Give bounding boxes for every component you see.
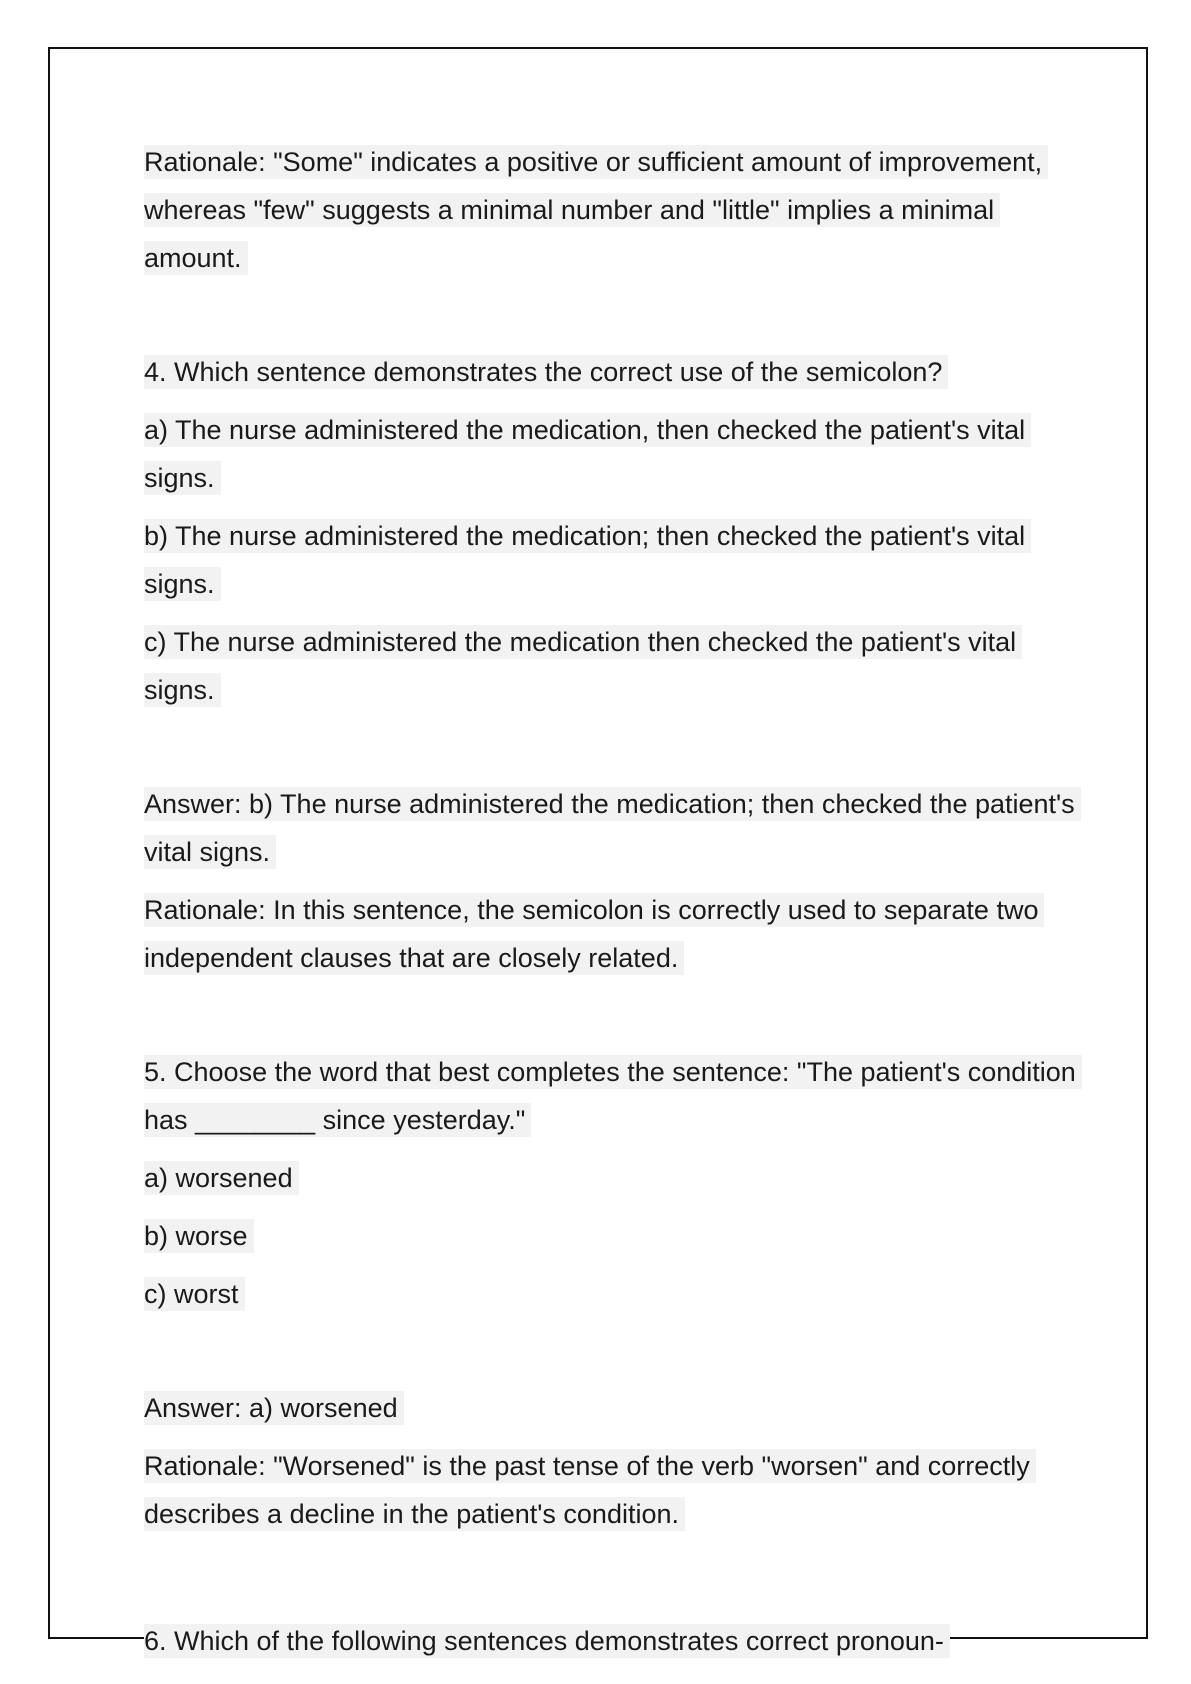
spacer: [144, 724, 1084, 780]
spacer: [144, 1328, 1084, 1384]
q5-option-a: a) worsened: [144, 1154, 1084, 1202]
q4-rationale: Rationale: In this sentence, the semicolon is correctly used to separate two independent clauses that are closely related.: [144, 886, 1084, 982]
q4-option-b: b) The nurse administered the medication; then checked the patient's vital signs.: [144, 512, 1084, 608]
q4-answer: Answer: b) The nurse administered the medication; then checked the patient's vital signs.: [144, 780, 1084, 876]
q3-rationale: Rationale: "Some" indicates a positive or sufficient amount of improvement, whereas "few" suggests a minimal number and "little" implies a minimal amount.: [144, 138, 1084, 282]
q4-question: 4. Which sentence demonstrates the correct use of the semicolon?: [144, 348, 1084, 396]
document-body: [144, 138, 1084, 1548]
q5-question: 5. Choose the word that best completes the sentence: "The patient's condition has ________ since yesterday.": [144, 1048, 1084, 1144]
q5-option-b: b) worse: [144, 1212, 1084, 1260]
q6-question-partial: 6. Which of the following sentences demonstrates correct pronoun-: [144, 1617, 950, 1665]
q4-option-a: a) The nurse administered the medication, then checked the patient's vital signs.: [144, 406, 1084, 502]
q5-rationale: Rationale: "Worsened" is the past tense of the verb "worsen" and correctly describes a decline in the patient's condition.: [144, 1442, 1084, 1538]
q5-option-c: c) worst: [144, 1270, 1084, 1318]
spacer: [144, 992, 1084, 1048]
q5-answer: Answer: a) worsened: [144, 1384, 1084, 1432]
spacer: [144, 292, 1084, 348]
q4-option-c: c) The nurse administered the medication then checked the patient's vital signs.: [144, 618, 1084, 714]
